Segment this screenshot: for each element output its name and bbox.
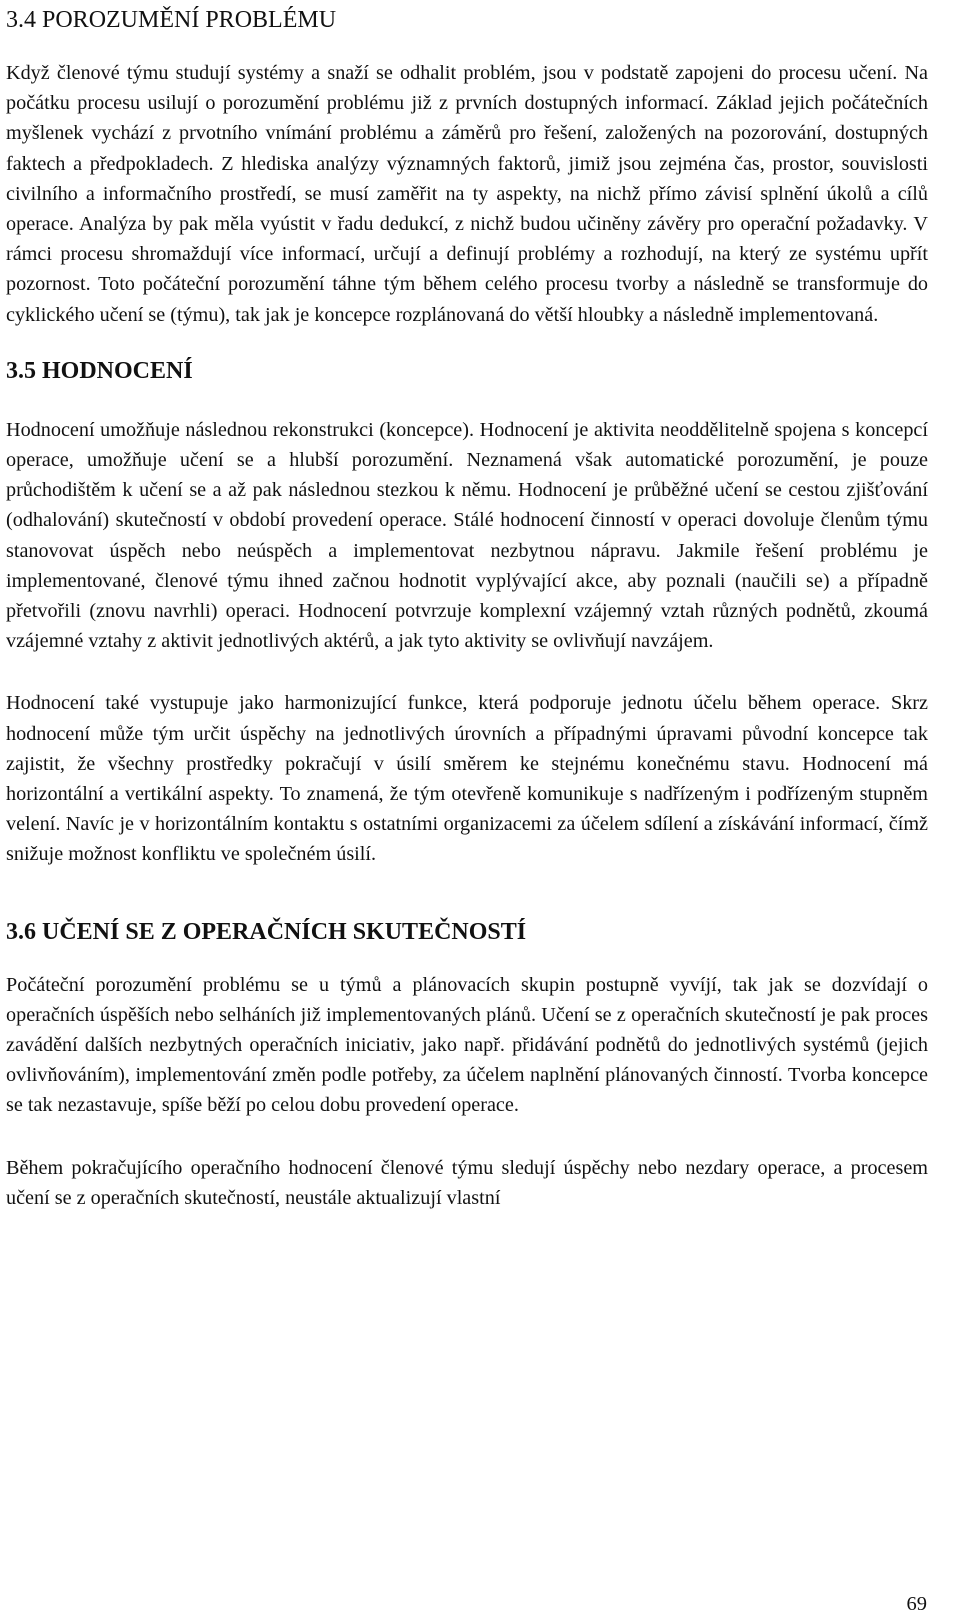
section-problem-understanding <box>6 0 928 330</box>
paragraph: Hodnocení také vystupuje jako harmonizující funkce, která podporuje jednotu účelu během operace. Skrz hodnocení může tým určit úspěchy na jednotlivých úrovních a případnými úpravami původní koncepce tak zajistit, že všechny prostředky pokračují v úsilí směrem ke stejnému konečnému stavu. Hodnocení má horizontální a vertikální aspekty. To znamená, že tým otevřeně komunikuje s nadřízeným i podřízeným stupněm velení. Navíc je v horizontálním kontaktu s ostatními organizacemi za účelem sdílení a získávání informací, čímž snižuje možnost konfliktu ve společném úsilí. <box>6 692 928 866</box>
page-number: 69 <box>906 1593 927 1615</box>
section-evaluation <box>6 356 928 870</box>
section-heading-3-6: 3.6 UČENÍ SE Z OPERAČNÍCH SKUTEČNOSTÍ <box>6 918 527 945</box>
document-page <box>6 0 928 1213</box>
section-heading-3-5: 3.5 HODNOCENÍ <box>6 357 193 384</box>
section-heading-3-4: 3.4 POROZUMĚNÍ PROBLÉMU <box>6 7 337 33</box>
paragraph: Počáteční porozumění problému se u týmů a plánovacích skupin postupně vyvíjí, tak jak se dozvídají o operačních úspěších nebo selháních již implementovaných plánů. Učení se z operačních skutečností je pak proces zavádění dalších nezbytných operačních iniciativ, jako např. přidávání podnětů do jednotlivých systémů (jejich ovlivňováním), implementování změn podle potřeby, za účelem naplnění plánovaných činností. Tvorba koncepce se tak nezastavuje, spíše běží po celou dobu provedení operace. <box>6 973 928 1117</box>
paragraph: Během pokračujícího operačního hodnocení členové týmu sledují úspěchy nebo nezdary operace, a procesem učení se z operačních skutečností, neustále aktualizují vlastní <box>6 1156 928 1209</box>
paragraph: Hodnocení umožňuje následnou rekonstrukci (koncepce). Hodnocení je aktivita neoddělitelně spojena s koncepcí operace, umožňuje učení se a hlubší porozumění. Neznamená však automatické porozumění, je pouze průchodištěm k učení se a až pak následnou stezkou k němu. Hodnocení je průběžné učení se cestou zjišťování (odhalování) skutečností v období provedení operace. Stálé hodnocení činností v operaci dovoluje členům týmu stanovovat úspěch nebo neúspěch a implementovat nezbytnou nápravu. Jakmile řešení problému je implementované, členové týmu ihned začnou hodnotit vyplývající akce, aby poznali (naučili se) a případně přetvořili (znovu navrhli) operaci. Hodnocení potvrzuje komplexní vzájemný vztah různých podnětů, zkoumá vzájemné vztahy z aktivit jednotlivých aktérů, a jak tyto aktivity se ovlivňují navzájem. <box>6 418 928 653</box>
section-operational-learning <box>6 917 928 1213</box>
paragraph: Když členové týmu studují systémy a snaží se odhalit problém, jsou v podstatě zapojeni do procesu učení. Na počátku procesu usilují o porozumění problému již z prvních dostupných informací. Základ jejich počátečních myšlenek vychází z prvotního vnímání problému a záměrů pro řešení, založených na pozorování, dostupných faktech a předpokladech. Z hlediska analýzy významných faktorů, jimiž jsou zejména čas, prostor, souvislosti civilního a informačního prostředí, se musí zaměřit na ty aspekty, na nichž přímo závisí splnění úkolů a cílů operace. Analýza by pak měla vyústit v řadu dedukcí, z nichž budou učiněny závěry pro operační požadavky. V rámci procesu shromaždují více informací, určují a definují problémy a rozhodují, na který ze systému upřít pozornost. Toto počáteční porozumění táhne tým během celého procesu tvorby a následně se transformuje do cyklického učení se (týmu), tak jak je koncepce rozplánovaná do větší hloubky a následně implementovaná. <box>6 62 928 326</box>
